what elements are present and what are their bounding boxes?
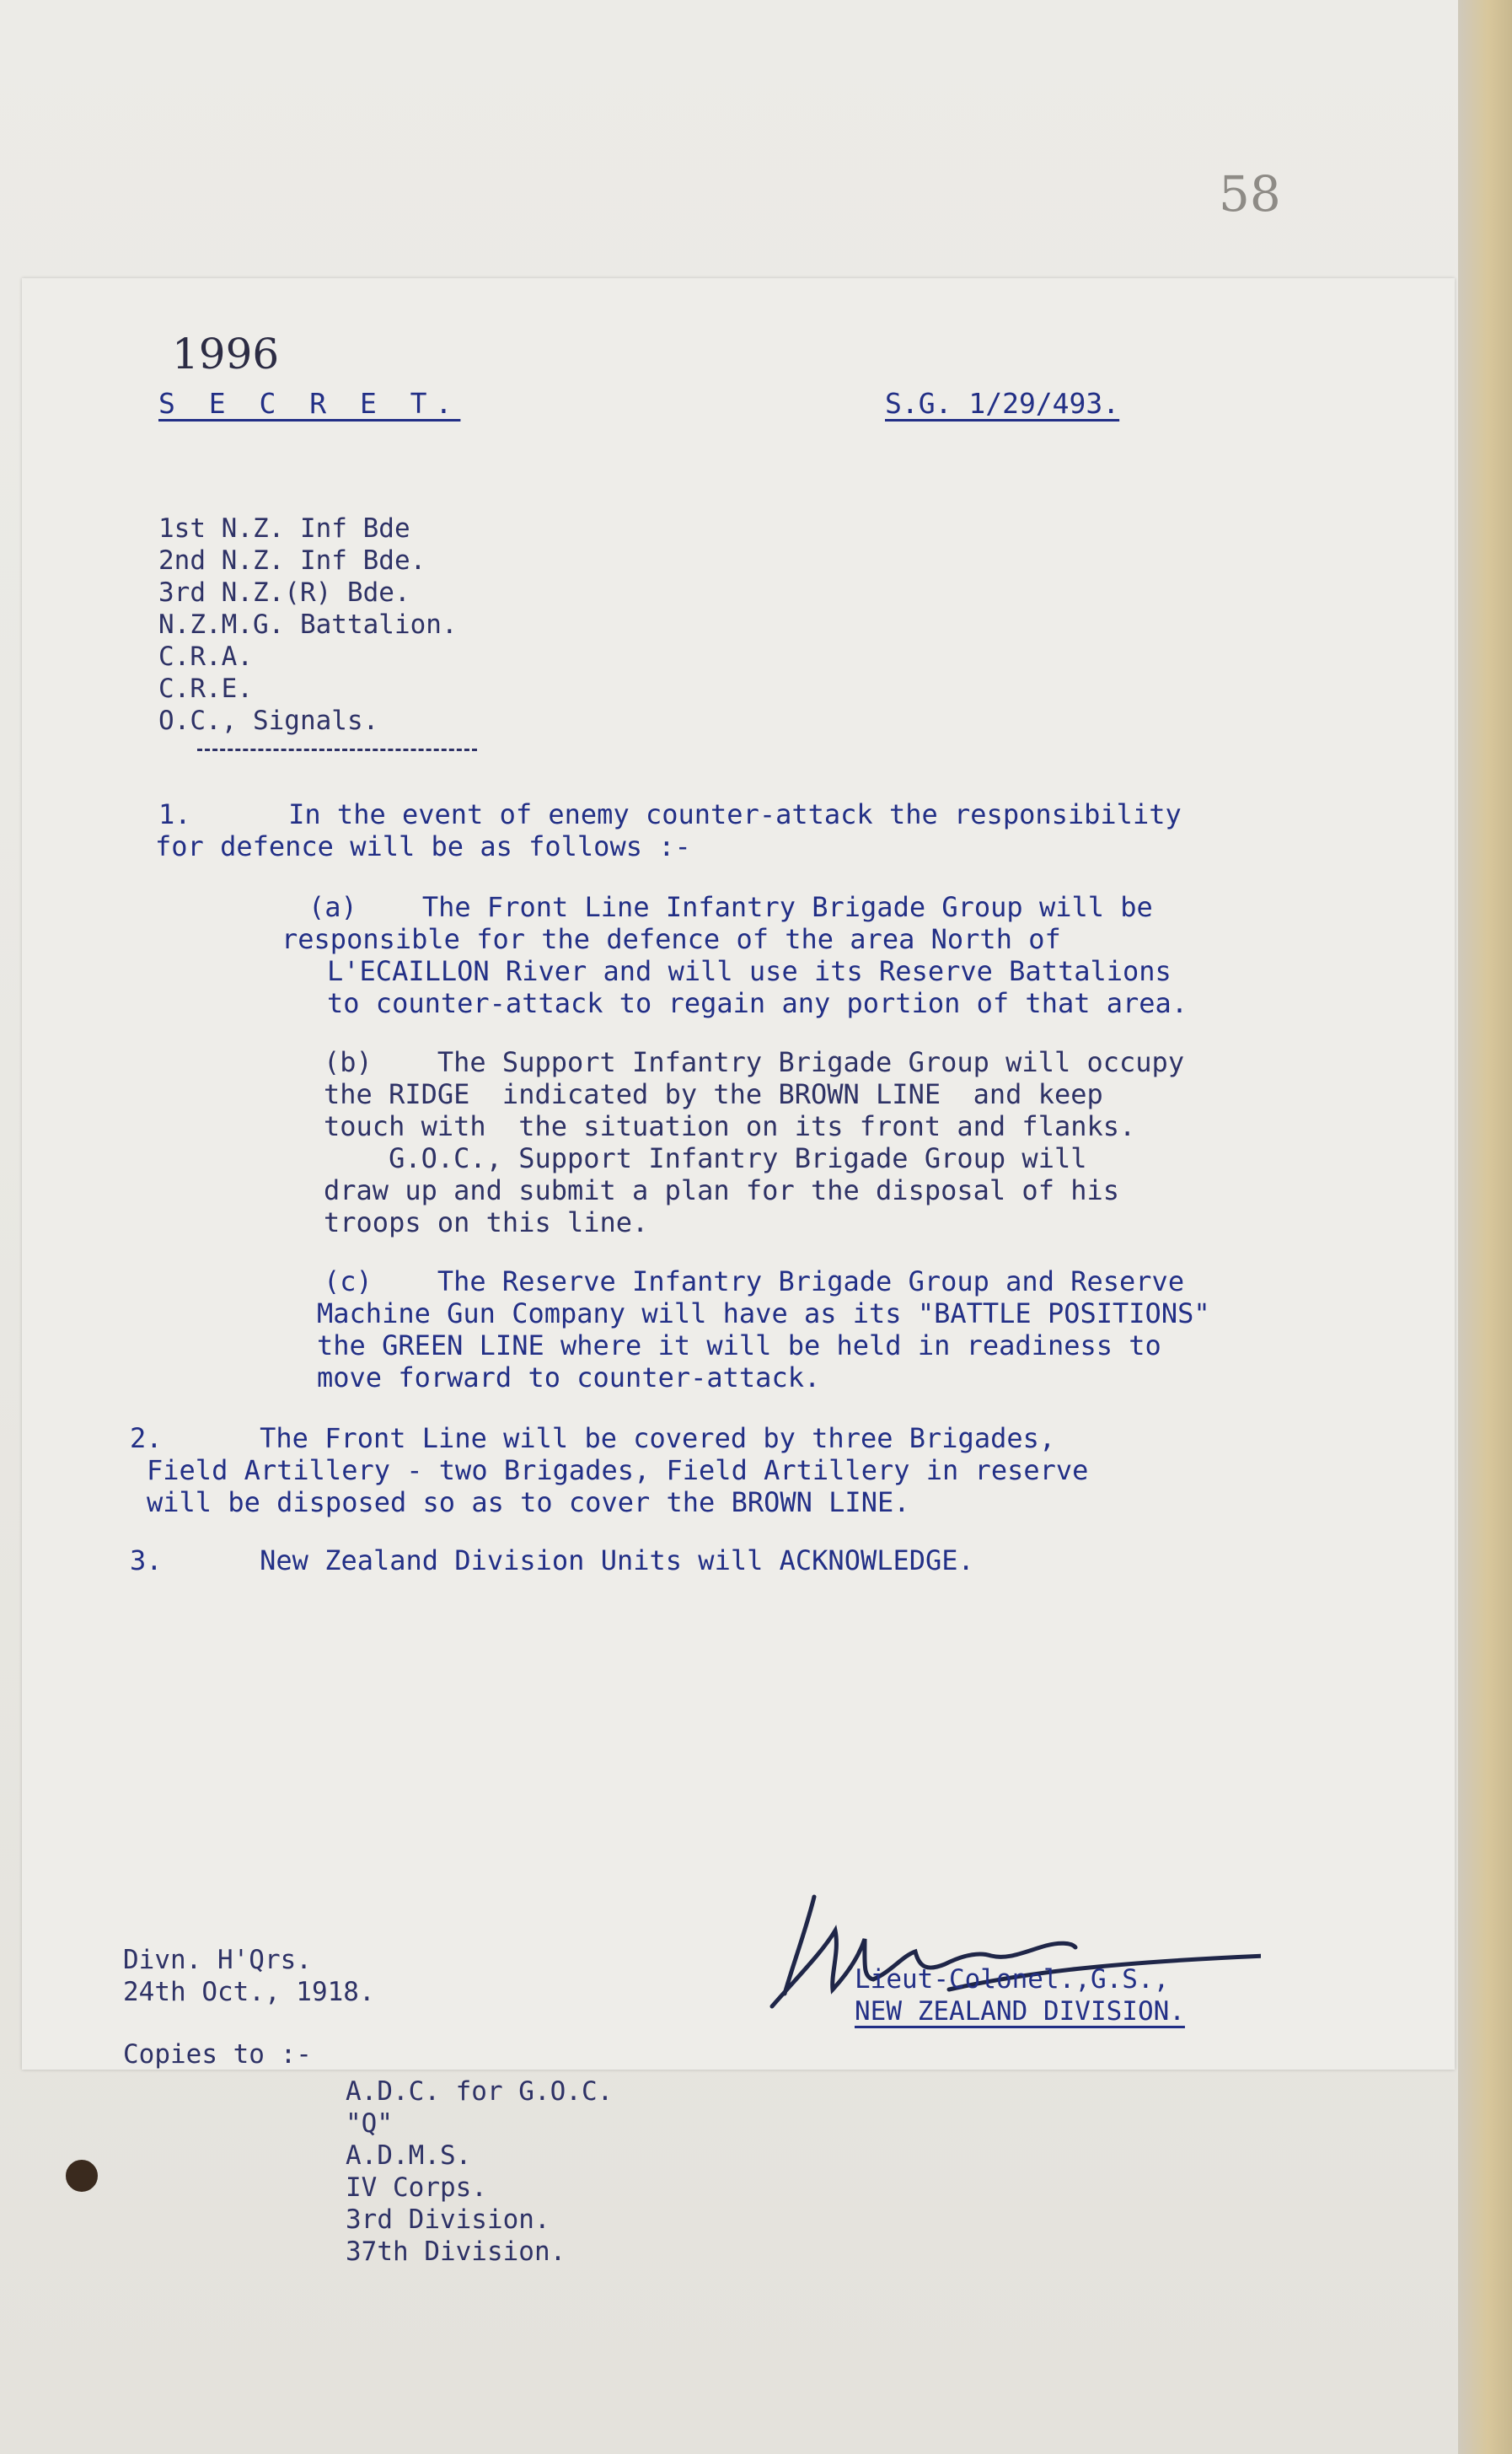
addressee: 1st N.Z. Inf Bde	[158, 513, 410, 544]
punch-hole	[66, 2160, 98, 2192]
document-number: 1996	[172, 330, 280, 379]
addressee: O.C., Signals.	[158, 706, 379, 736]
copy-recipient: IV Corps.	[346, 2172, 487, 2203]
paragraph-1b-line: the RIDGE indicated by the BROWN LINE and keep	[324, 1078, 1103, 1110]
paragraph-1b-line: touch with the situation on its front and flanks.	[324, 1110, 1136, 1142]
addressee: 2nd N.Z. Inf Bde.	[158, 545, 426, 576]
reference-number: S.G. 1/29/493.	[885, 387, 1120, 420]
paragraph-1a-line: to counter-attack to regain any portion of that area.	[327, 987, 1188, 1019]
paragraph-1c-line: move forward to counter-attack.	[317, 1361, 821, 1393]
divider-rule	[197, 749, 477, 751]
copy-recipient: 37th Division.	[346, 2237, 566, 2267]
copy-recipient: A.D.M.S.	[346, 2140, 472, 2171]
paragraph-1a-line: L'ECAILLON River and will use its Reserve Battalions	[327, 955, 1172, 987]
paragraph-1b-line: draw up and submit a plan for the disposal of his	[324, 1174, 1120, 1206]
paragraph-2-line: will be disposed so as to cover the BROWN LINE.	[147, 1486, 910, 1518]
paragraph-1c-line: (c) The Reserve Infantry Brigade Group and Reserve	[324, 1265, 1185, 1297]
paragraph-1a-line: (a) The Front Line Infantry Brigade Group will be	[308, 891, 1153, 923]
paragraph-2-line: 2. The Front Line will be covered by three Brigades,	[130, 1422, 1056, 1454]
paragraph-1-line: for defence will be as follows :-	[155, 830, 691, 862]
paragraph-1c-line: the GREEN LINE where it will be held in readiness to	[317, 1329, 1161, 1361]
paragraph-1a-line: responsible for the defence of the area North of	[281, 923, 1061, 955]
addressee: 3rd N.Z.(R) Bde.	[158, 577, 410, 608]
paragraph-1b-line: troops on this line.	[324, 1206, 649, 1238]
signatory-title: Lieut-Colonel.,G.S.,	[855, 1964, 1170, 1995]
addressee: C.R.E.	[158, 674, 253, 704]
copy-recipient: "Q"	[346, 2108, 393, 2139]
paragraph-1c-line: Machine Gun Company will have as its "BATTLE POSITIONS"	[317, 1297, 1210, 1329]
addressee: N.Z.M.G. Battalion.	[158, 609, 458, 640]
paragraph-2-line: Field Artillery - two Brigades, Field Artillery in reserve	[147, 1454, 1089, 1486]
typed-letter	[22, 278, 1455, 2070]
folio-number: 58	[1219, 165, 1281, 223]
paragraph-1b-line: (b) The Support Infantry Brigade Group will occupy	[324, 1046, 1185, 1078]
signatory-unit: NEW ZEALAND DIVISION.	[855, 1996, 1185, 2027]
paragraph-1-line: 1. In the event of enemy counter-attack the responsibility	[158, 798, 1182, 830]
file-edge	[1458, 0, 1512, 2454]
addressee: C.R.A.	[158, 642, 253, 672]
copies-label: Copies to :-	[123, 2039, 312, 2070]
paragraph-1b-line: G.O.C., Support Infantry Brigade Group will	[324, 1142, 1087, 1174]
copy-recipient: 3rd Division.	[346, 2204, 550, 2235]
paragraph-3: 3. New Zealand Division Units will ACKNOWLEDGE.	[130, 1544, 974, 1576]
origin-headquarters: Divn. H'Qrs.	[123, 1945, 312, 1975]
copy-recipient: A.D.C. for G.O.C.	[346, 2076, 614, 2107]
classification-stamp: S E C R E T.	[158, 387, 461, 420]
letter-date: 24th Oct., 1918.	[123, 1977, 375, 2007]
